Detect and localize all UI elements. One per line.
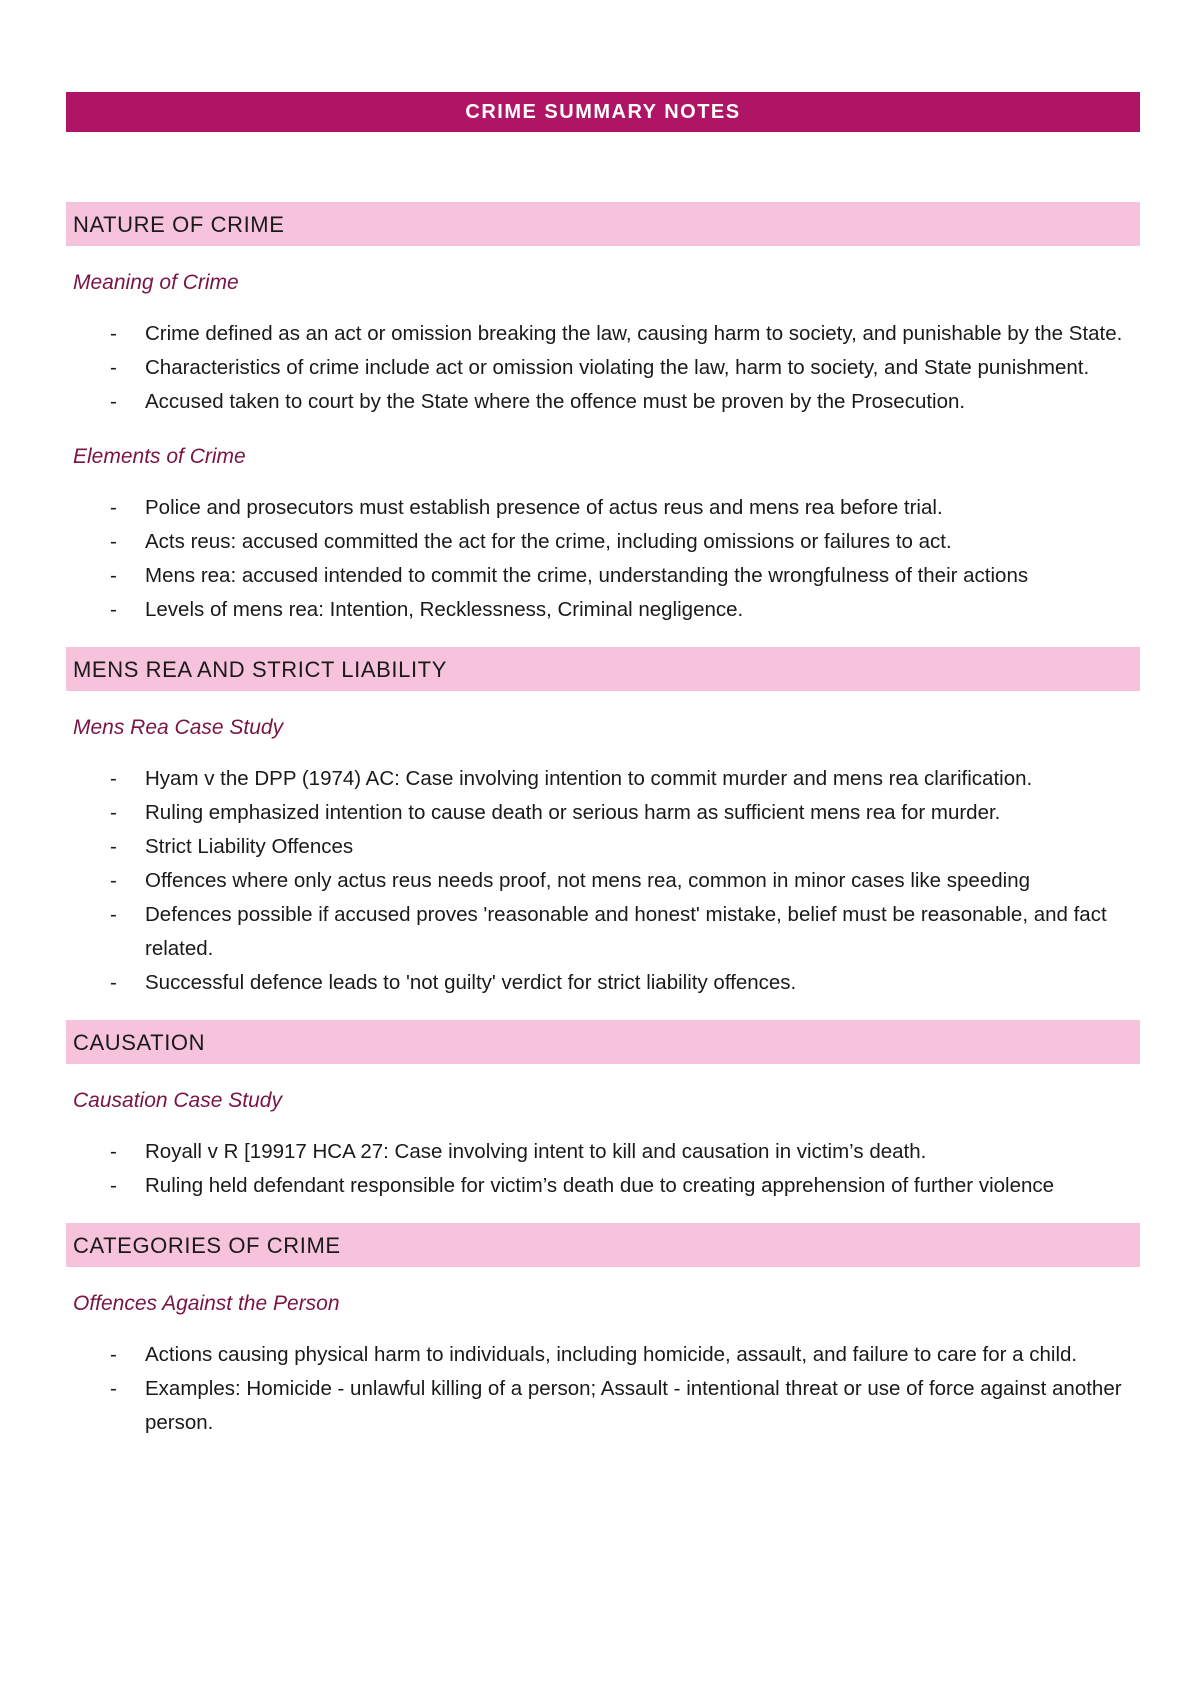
- bullet-item: [66, 1338, 1140, 1372]
- bullet-dash: -: [110, 1377, 117, 1400]
- bullet-item: [66, 830, 1140, 864]
- bullet-item: [66, 1169, 1140, 1203]
- bullet-text: Hyam v the DPP (1974) AC: Case involving intention to commit murder and mens rea clarification.: [145, 767, 1033, 790]
- bullet-item: [66, 898, 1140, 966]
- section: [66, 202, 1140, 627]
- bullet-dash: -: [110, 903, 117, 926]
- bullet-dash: -: [110, 1343, 117, 1366]
- bullet-item: [66, 593, 1140, 627]
- subheading: Mens Rea Case Study: [73, 716, 284, 739]
- bullet-dash: -: [110, 564, 117, 587]
- bullet-dash: -: [110, 1174, 117, 1197]
- bullet-item: [66, 351, 1140, 385]
- bullet-text: Acts reus: accused committed the act for the crime, including omissions or failures to act.: [145, 530, 952, 553]
- bullet-text: Examples: Homicide - unlawful killing of a person; Assault - intentional threat or use of force against another person.: [145, 1377, 1122, 1434]
- bullet-item: [66, 864, 1140, 898]
- bullet-list: [66, 762, 1140, 1000]
- bullet-item: [66, 559, 1140, 593]
- bullet-text: Offences where only actus reus needs proof, not mens rea, common in minor cases like speeding: [145, 869, 1030, 892]
- bullet-text: Ruling emphasized intention to cause death or serious harm as sufficient mens rea for murder.: [145, 801, 1001, 824]
- section: [66, 1020, 1140, 1203]
- section-heading: CAUSATION: [66, 1020, 1140, 1064]
- bullet-item: [66, 1135, 1140, 1169]
- bullet-list: [66, 491, 1140, 627]
- bullet-text: Levels of mens rea: Intention, Recklessness, Criminal negligence.: [145, 598, 744, 621]
- bullet-text: Defences possible if accused proves 'reasonable and honest' mistake, belief must be reasonable, and fact related.: [145, 903, 1107, 960]
- bullet-item: [66, 796, 1140, 830]
- bullet-dash: -: [110, 1140, 117, 1163]
- section-heading: CATEGORIES OF CRIME: [66, 1223, 1140, 1267]
- bullet-text: Successful defence leads to 'not guilty' verdict for strict liability offences.: [145, 971, 797, 994]
- bullet-item: [66, 525, 1140, 559]
- bullet-text: Royall v R [19917 HCA 27: Case involving intent to kill and causation in victim’s death.: [145, 1140, 927, 1163]
- bullet-text: Accused taken to court by the State where the offence must be proven by the Prosecution.: [145, 390, 966, 413]
- bullet-dash: -: [110, 598, 117, 621]
- bullet-text: Police and prosecutors must establish presence of actus reus and mens rea before trial.: [145, 496, 943, 519]
- bullet-dash: -: [110, 869, 117, 892]
- section-heading: MENS REA AND STRICT LIABILITY: [66, 647, 1140, 691]
- bullet-item: [66, 966, 1140, 1000]
- section: [66, 1223, 1140, 1440]
- bullet-text: Characteristics of crime include act or omission violating the law, harm to society, and State punishment.: [145, 356, 1090, 379]
- bullet-list: [66, 317, 1140, 419]
- bullet-item: [66, 317, 1140, 351]
- bullet-item: [66, 1372, 1140, 1440]
- bullet-dash: -: [110, 971, 117, 994]
- document-title: CRIME SUMMARY NOTES: [66, 92, 1140, 132]
- bullet-item: [66, 385, 1140, 419]
- subheading: Causation Case Study: [73, 1089, 282, 1112]
- bullet-list: [66, 1135, 1140, 1203]
- bullet-text: Actions causing physical harm to individuals, including homicide, assault, and failure to care for a child.: [145, 1343, 1078, 1366]
- title-spacer: [66, 132, 1140, 202]
- bullet-dash: -: [110, 390, 117, 413]
- bullet-list: [66, 1338, 1140, 1440]
- sections-container: [66, 202, 1140, 1440]
- bullet-dash: -: [110, 496, 117, 519]
- subheading: Elements of Crime: [73, 445, 246, 468]
- bullet-text: Ruling held defendant responsible for victim’s death due to creating apprehension of further violence: [145, 1174, 1055, 1197]
- bullet-dash: -: [110, 530, 117, 553]
- bullet-text: Mens rea: accused intended to commit the crime, understanding the wrongfulness of their actions: [145, 564, 1029, 587]
- bullet-dash: -: [110, 356, 117, 379]
- bullet-dash: -: [110, 767, 117, 790]
- subheading: Offences Against the Person: [73, 1292, 340, 1315]
- section-heading: NATURE OF CRIME: [66, 202, 1140, 246]
- subheading: Meaning of Crime: [73, 271, 239, 294]
- bullet-dash: -: [110, 835, 117, 858]
- document-page: [66, 92, 1140, 1440]
- bullet-item: [66, 762, 1140, 796]
- bullet-text: Strict Liability Offences: [145, 835, 354, 858]
- section: [66, 647, 1140, 1000]
- bullet-item: [66, 491, 1140, 525]
- bullet-text: Crime defined as an act or omission breaking the law, causing harm to society, and punishable by the State.: [145, 322, 1123, 345]
- bullet-dash: -: [110, 801, 117, 824]
- bullet-dash: -: [110, 322, 117, 345]
